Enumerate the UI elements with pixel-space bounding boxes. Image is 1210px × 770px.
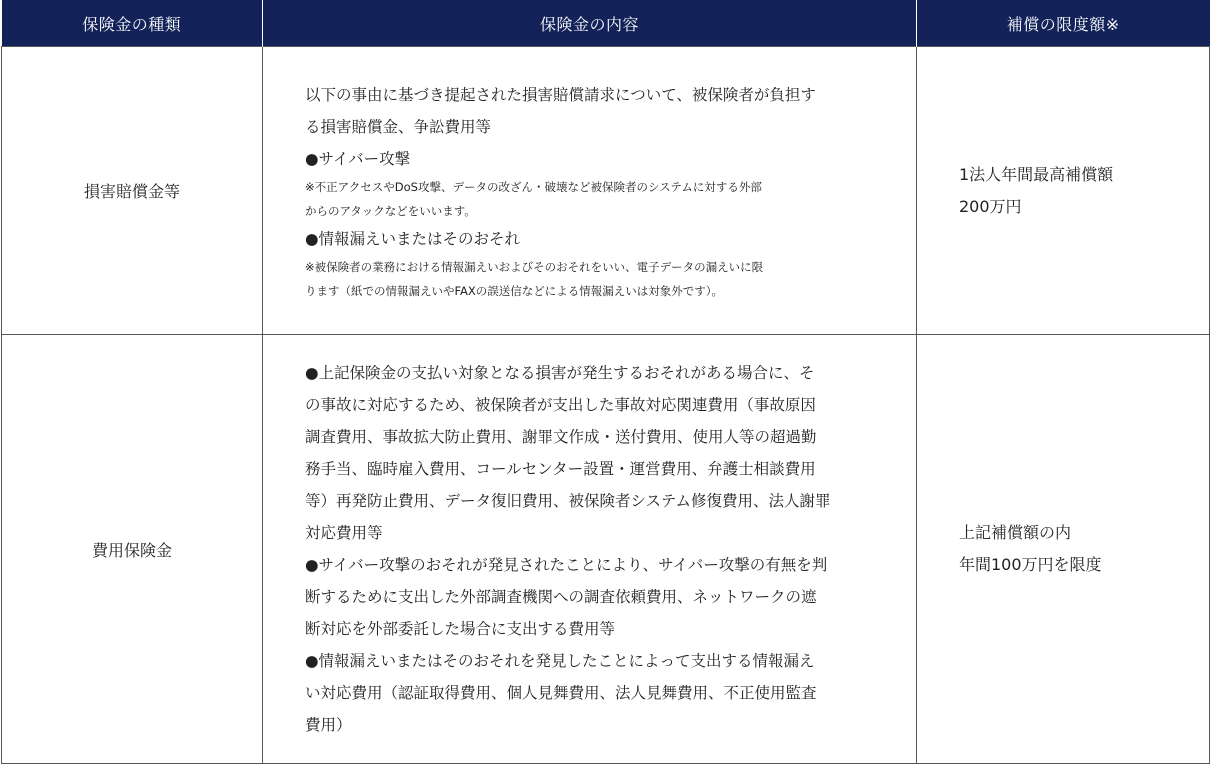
content-line: ●サイバー攻撃	[305, 149, 411, 168]
content-line: ●上記保険金の支払い対象となる損害が発生するおそれがある場合に、そ	[305, 364, 815, 382]
note-line: ※不正アクセスやDoS攻撃、データの改ざん・破壊など被保険者のシステムに対する外部	[305, 179, 762, 194]
content-line: 対応費用等	[305, 524, 383, 542]
content-line: 断対応を外部委託した場合に支出する費用等	[305, 620, 616, 638]
content-lines	[263, 79, 916, 303]
limit-line: 上記補償額の内	[959, 523, 1072, 542]
content-line: る損害賠償金、争訟費用等	[305, 117, 492, 136]
content-line: ●情報漏えいまたはそのおそれを発見したことによって支出する情報漏え	[305, 652, 815, 670]
content-lines	[263, 357, 916, 741]
table-row	[2, 335, 1210, 764]
insurance-coverage-table	[1, 0, 1210, 764]
header-coverage-limit: 補償の限度額※	[917, 0, 1210, 47]
insurance-content-cell	[263, 335, 917, 764]
content-line: 以下の事由に基づき提起された損害賠償請求について、被保険者が負担す	[305, 85, 816, 104]
coverage-limit-cell	[917, 47, 1210, 335]
insurance-type-cell: 損害賠償金等	[2, 47, 263, 335]
limit-line: 年間100万円を限度	[959, 555, 1102, 574]
content-line: の事故に対応するため、被保険者が支出した事故対応関連費用（事故原因	[305, 396, 816, 414]
table-header-row	[2, 0, 1210, 47]
content-line: 調査費用、事故拡大防止費用、謝罪文作成・送付費用、使用人等の超過勤	[305, 428, 817, 446]
limit-line: 200万円	[959, 196, 1022, 216]
content-line: ●情報漏えいまたはそのおそれ	[305, 229, 521, 248]
insurance-content-cell	[263, 47, 917, 335]
header-insurance-content: 保険金の内容	[263, 0, 917, 47]
note-line: からのアタックなどをいいます。	[305, 203, 476, 218]
content-line: い対応費用（認証取得費用、個人見舞費用、法人見舞費用、不正使用監査	[305, 684, 817, 702]
content-line: 務手当、臨時雇入費用、コールセンター設置・運営費用、弁護士相談費用	[305, 460, 816, 478]
coverage-limit-cell	[917, 335, 1210, 764]
note-line: ※被保険者の業務における情報漏えいおよびそのおそれをいい、電子データの漏えいに限	[305, 259, 764, 274]
table-row	[2, 47, 1210, 335]
limit-line: 1法人年間最高補償額	[959, 164, 1114, 184]
insurance-type-cell: 費用保険金	[2, 335, 263, 764]
note-line: ります（紙での情報漏えいやFAXの誤送信などによる情報漏えいは対象外です）。	[305, 283, 724, 298]
header-insurance-type: 保険金の種類	[2, 0, 263, 47]
content-line: ●サイバー攻撃のおそれが発見されたことにより、サイバー攻撃の有無を判	[305, 556, 828, 574]
content-line: 断するために支出した外部調査機関への調査依頼費用、ネットワークの遮	[305, 588, 817, 606]
content-line: 費用）	[305, 716, 352, 734]
content-line: 等）再発防止費用、データ復旧費用、被保険者システム修復費用、法人謝罪	[305, 492, 831, 510]
